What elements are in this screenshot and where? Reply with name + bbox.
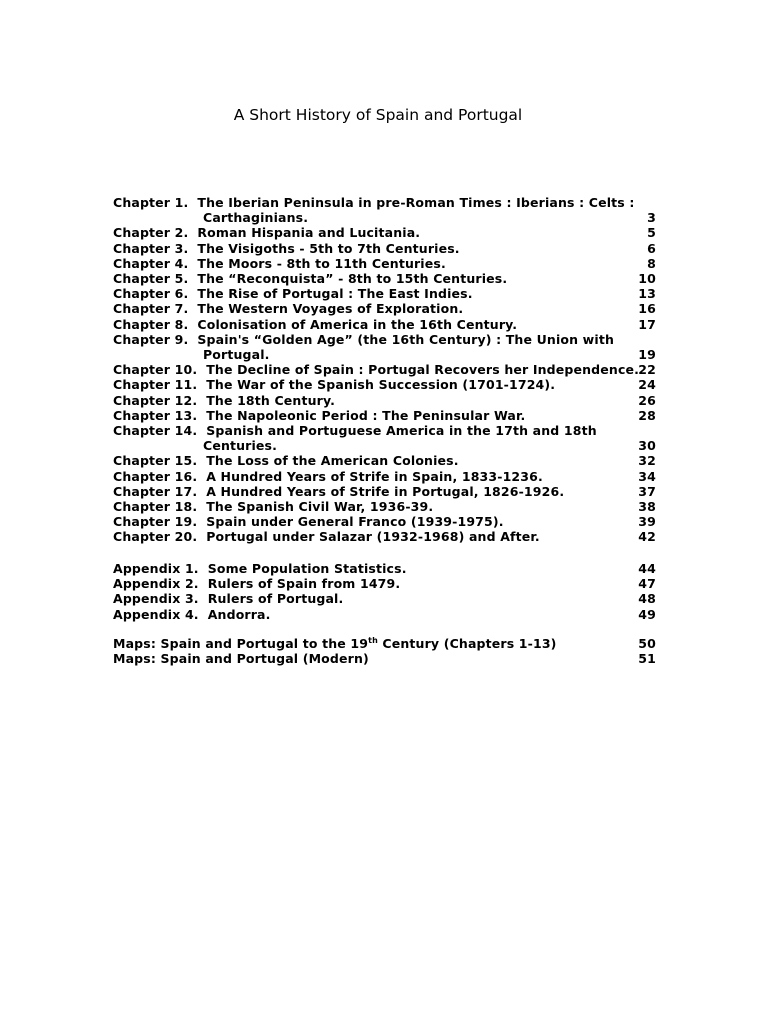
chapter-entry-label: Chapter 1. <box>113 195 189 210</box>
appendix-entry-label: Appendix 4. <box>113 606 199 622</box>
chapter-entry <box>113 514 656 529</box>
chapter-entry-line <box>113 514 656 529</box>
chapter-entry-title: The Visigoths - 5th to 7th Centuries. <box>197 240 460 256</box>
chapter-entry <box>113 317 656 332</box>
chapter-entry-title: The War of the Spanish Succession (1701-1724). <box>206 377 556 393</box>
chapter-entry-title: The “Reconquista” - 8th to 15th Centuries. <box>197 271 508 287</box>
chapter-entry-title: The Napoleonic Period : The Peninsular War. <box>206 407 526 423</box>
maps-list <box>113 636 656 666</box>
page-number: 47 <box>638 576 656 592</box>
page-number: 19 <box>638 347 656 363</box>
appendix-entry <box>113 607 656 622</box>
map-title-suffix: Century (Chapters 1-13) <box>377 636 557 651</box>
page-number: 39 <box>638 514 656 530</box>
page-number: 48 <box>638 591 656 607</box>
page-number: 6 <box>647 240 656 256</box>
appendix-entry-line <box>113 591 656 606</box>
chapter-entry <box>113 362 656 377</box>
chapter-list <box>113 195 656 545</box>
chapter-entry-line <box>113 484 656 499</box>
page-number: 17 <box>638 316 656 332</box>
appendix-list <box>113 561 656 622</box>
chapter-entry-title: The Western Voyages of Exploration. <box>197 301 464 317</box>
appendix-entry-title: Rulers of Portugal. <box>207 591 344 607</box>
page-number: 13 <box>638 286 656 302</box>
chapter-entry-title: Spanish and Portuguese America in the 17th and 18th <box>206 423 597 439</box>
chapter-entry <box>113 423 656 453</box>
chapter-entry-title: The Decline of Spain : Portugal Recovers her Independence. <box>206 362 640 378</box>
appendix-entry <box>113 591 656 606</box>
page-number: 10 <box>638 271 656 287</box>
chapter-entry-title: The Iberian Peninsula in pre-Roman Times : Iberians : Celts : <box>197 195 635 210</box>
chapter-entry-label: Chapter 18. <box>113 499 198 515</box>
chapter-entry <box>113 408 656 423</box>
chapter-entry-label: Chapter 3. <box>113 240 189 256</box>
chapter-entry-line <box>113 393 656 408</box>
page-number: 5 <box>647 225 656 241</box>
appendix-entry-label: Appendix 1. <box>113 561 199 576</box>
chapter-entry <box>113 286 656 301</box>
page-number: 49 <box>638 606 656 622</box>
chapter-entry-label: Chapter 16. <box>113 468 198 484</box>
chapter-entry-title: The Loss of the American Colonies. <box>206 453 459 469</box>
page-number: 22 <box>638 362 656 378</box>
chapter-entry-title: Spain's “Golden Age” (the 16th Century) : The Union with <box>197 331 614 347</box>
chapter-entry-line <box>113 499 656 514</box>
appendix-entry-label: Appendix 3. <box>113 591 199 607</box>
chapter-entry-line <box>113 286 656 301</box>
chapter-entry-title: Spain under General Franco (1939-1975). <box>206 514 504 530</box>
chapter-entry-line <box>113 408 656 423</box>
chapter-entry-line <box>113 256 656 271</box>
page-number: 30 <box>638 438 656 454</box>
map-title-prefix: Maps: Spain and Portugal to the 19 <box>113 636 369 651</box>
map-entry-title <box>113 636 656 651</box>
chapter-entry-label: Chapter 7. <box>113 301 189 317</box>
chapter-entry <box>113 453 656 468</box>
appendix-entry-title: Rulers of Spain from 1479. <box>207 576 401 592</box>
chapter-entry-label: Chapter 11. <box>113 377 198 393</box>
appendix-entry-line <box>113 561 656 576</box>
chapter-entry-label: Chapter 2. <box>113 225 189 241</box>
chapter-entry-title-continued: Carthaginians. <box>203 210 309 226</box>
map-entry <box>113 636 656 651</box>
chapter-entry-line <box>113 529 656 544</box>
chapter-entry <box>113 301 656 316</box>
appendix-entry <box>113 561 656 576</box>
chapter-entry-line <box>113 332 656 347</box>
chapter-entry <box>113 484 656 499</box>
chapter-entry-label: Chapter 10. <box>113 362 198 378</box>
page-number: 32 <box>638 453 656 469</box>
appendix-entry-line <box>113 576 656 591</box>
chapter-entry <box>113 241 656 256</box>
chapter-entry-title: The Rise of Portugal : The East Indies. <box>197 286 473 302</box>
chapter-entry <box>113 393 656 408</box>
chapter-entry-label: Chapter 19. <box>113 514 198 530</box>
chapter-entry <box>113 377 656 392</box>
map-entry <box>113 651 656 666</box>
chapter-entry-label: Chapter 15. <box>113 453 198 469</box>
chapter-entry-line <box>113 469 656 484</box>
chapter-entry-line <box>113 241 656 256</box>
map-entry-title <box>113 651 656 666</box>
chapter-entry-title: Portugal under Salazar (1932-1968) and After. <box>206 529 540 545</box>
page-number: 44 <box>638 561 656 576</box>
page-number: 37 <box>638 483 656 499</box>
chapter-entry-line <box>113 195 656 210</box>
page-number: 42 <box>638 529 656 545</box>
appendix-entry-title: Andorra. <box>207 606 271 622</box>
chapter-entry-label: Chapter 9. <box>113 331 189 347</box>
map-title-prefix: Maps: Spain and Portugal (Modern) <box>113 651 369 667</box>
chapter-entry-label: Chapter 5. <box>113 271 189 287</box>
chapter-entry-line <box>113 377 656 392</box>
page-number: 38 <box>638 499 656 515</box>
chapter-entry-title-continued: Portugal. <box>203 347 270 363</box>
chapter-entry-label: Chapter 6. <box>113 286 189 302</box>
chapter-entry-label: Chapter 17. <box>113 483 198 499</box>
chapter-entry-line <box>113 453 656 468</box>
page-number: 51 <box>638 651 656 667</box>
chapter-entry <box>113 469 656 484</box>
ordinal-suffix: th <box>368 636 378 645</box>
chapter-entry-title-continued: Centuries. <box>203 438 278 454</box>
chapter-entry-title: The Spanish Civil War, 1936-39. <box>206 499 434 515</box>
page-number: 28 <box>638 407 656 423</box>
page-number: 24 <box>638 377 656 393</box>
appendix-entry-title: Some Population Statistics. <box>207 561 407 576</box>
chapter-entry <box>113 256 656 271</box>
chapter-entry-title: The 18th Century. <box>206 392 335 408</box>
chapter-entry-line <box>113 423 656 438</box>
page-number: 3 <box>647 210 656 226</box>
chapter-entry-title: Colonisation of America in the 16th Century. <box>197 316 518 332</box>
chapter-entry-line <box>113 317 656 332</box>
chapter-entry-line <box>113 362 656 377</box>
chapter-entry <box>113 195 656 225</box>
page-number: 50 <box>638 636 656 651</box>
chapter-entry-title: A Hundred Years of Strife in Spain, 1833-1236. <box>206 468 543 484</box>
chapter-entry-line <box>113 225 656 240</box>
chapter-entry-label: Chapter 13. <box>113 407 198 423</box>
chapter-entry-line <box>113 301 656 316</box>
chapter-entry-line <box>113 271 656 286</box>
chapter-entry-label: Chapter 4. <box>113 255 189 271</box>
page-number: 34 <box>638 468 656 484</box>
chapter-entry <box>113 499 656 514</box>
chapter-entry <box>113 529 656 544</box>
appendix-entry <box>113 576 656 591</box>
page-number: 26 <box>638 392 656 408</box>
chapter-entry <box>113 271 656 286</box>
chapter-entry-title: The Moors - 8th to 11th Centuries. <box>197 255 446 271</box>
appendix-entry-line <box>113 607 656 622</box>
chapter-entry <box>113 225 656 240</box>
chapter-entry-label: Chapter 14. <box>113 423 198 439</box>
chapter-entry-label: Chapter 20. <box>113 529 198 545</box>
chapter-entry-label: Chapter 12. <box>113 392 198 408</box>
chapter-entry-title: Roman Hispania and Lucitania. <box>197 225 421 241</box>
chapter-entry <box>113 332 656 362</box>
page-number: 16 <box>638 301 656 317</box>
document-title: A Short History of Spain and Portugal <box>233 106 523 124</box>
chapter-entry-label: Chapter 8. <box>113 316 189 332</box>
appendix-entry-label: Appendix 2. <box>113 576 199 592</box>
chapter-entry-title: A Hundred Years of Strife in Portugal, 1826-1926. <box>206 483 565 499</box>
page-number: 8 <box>647 255 656 271</box>
